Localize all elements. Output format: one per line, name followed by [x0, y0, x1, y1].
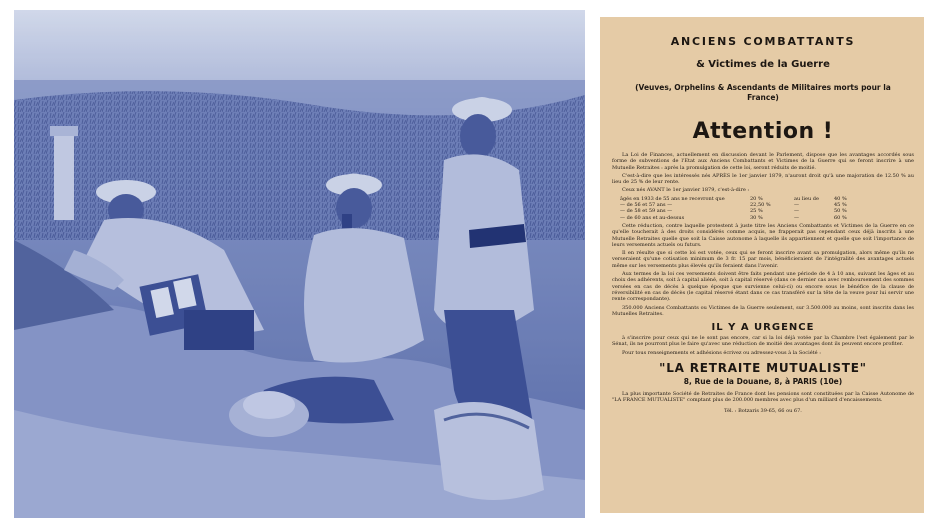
rate-age: — de 58 et 59 ans — [620, 208, 673, 215]
rate-previous: 40 % [834, 195, 847, 202]
rate-value: 20 % [750, 195, 763, 202]
rate-age: — de 60 ans et au-dessus [620, 214, 685, 221]
rates-table [620, 196, 914, 221]
poster-attention-heading: Attention ! [692, 119, 834, 144]
rate-previous: 45 % [834, 202, 847, 209]
telephone: Tél. : Botzaris 39-65, 66 ou 67. [724, 407, 802, 414]
paragraph-contact: Pour tous renseignements et adhésions écrivez ou adressez-vous à la Société : [622, 349, 821, 356]
rate-age: — de 56 et 57 ans — [620, 202, 673, 209]
rate-value: 25 % [750, 208, 763, 215]
rate-instead: — [794, 208, 799, 215]
paragraph-terms: Aux termes de la loi ces versements doivent être faits pendant une période de 4 à 10 ans, suivant les âges et au choix des adhérents, soit à capital aliéné, soit à capital réservé (dans ce dernier cas avec remboursement des sommes versées en cas de décès à quelque époque que survienne celui-ci) ou encore sous le bénéfice de la clause de réversibilité en cas de décès (le capital réservé étant dans ce cas transféré sur la tête de la veuve pour lui servir une rente correspondante). [612, 271, 914, 303]
rates-row [620, 215, 914, 221]
urgency-heading: IL Y A URGENCE [711, 322, 815, 334]
veterans-poster [600, 17, 924, 513]
rate-value: 22,50 % [750, 202, 771, 209]
poster-title: ANCIENS COMBATTANTS [670, 35, 856, 48]
poster-subtitle: & Victimes de la Guerre [696, 59, 830, 70]
paragraph-statistics: 350.000 Anciens Combattants ou Victimes de la Guerre seulement, sur 3.500.000 au moins, sont inscrits dans les Mutuelles Retraites. [612, 304, 914, 317]
trench-photograph [14, 10, 585, 518]
paragraph-register: à s'inscrire pour ceux qui ne le sont pas encore, car si la loi déjà votée par la Chambre l'est également par le Sénat, ils ne pourront plus le faire qu'avec une réduction de moitié des avantages dont ils peuvent encore profiter. [612, 335, 914, 348]
rate-previous: 60 % [834, 214, 847, 221]
paragraph-born-before-1879: Ceux nés AVANT le 1er janvier 1879, c'est-à-dire : [622, 187, 750, 194]
paragraph-society: La plus importante Société de Retraites de France dont les pensions sont constituées par la Caisse Autonome de "LA FRANCE MUTUALISTE" comptant plus de 200.000 membres avec plus d'un milliard d'encaissements. [612, 391, 914, 404]
organization-address: 8, Rue de la Douane, 8, à PARIS (10e) [683, 377, 843, 387]
organization-name: "LA RETRAITE MUTUALISTE" [659, 361, 867, 376]
rate-instead: — [794, 214, 799, 221]
paragraph-finance-law: La Loi de Finances, actuellement en discussion devant le Parlement, dispose que les avantages accordés sous forme de subventions de l'Etat aux Anciens Combattants et Victimes de la Guerre qui se feront inscrire à une Mutuelle Retraites : après la promulgation de cette loi, seront réduits de moitié. [612, 152, 914, 171]
rate-instead: au lieu de [794, 195, 819, 202]
poster-subtitle-beneficiaries: (Veuves, Orphelins & Ascendants de Militaires morts pour la France) [635, 83, 891, 102]
rate-value: 30 % [750, 214, 763, 221]
paragraph-born-after-1879: C'est-à-dire que les intéressés nés APRÈS le 1er janvier 1879, n'auront droit qu'à une majoration de 12.50 % au lieu de 25 % de leur rente. [612, 172, 914, 186]
rate-previous: 50 % [834, 208, 847, 215]
rate-age: âgés en 1933 de 55 ans ne recevront que [620, 195, 725, 202]
soldiers-in-trench-image [14, 10, 585, 518]
paragraph-reduction: Cette réduction, contre laquelle protestent à juste titre les Anciens Combattants et Victimes de la Guerre en ce qu'elle toucherait à des droits considérés comme acquis, ne frapperait pas cependant ceux déjà inscrits à une Mutuelle Retraites quelle que soit la Caisse autonome à laquelle ils appartiennent et quelle que soit l'importance de leurs versements actuels ou futurs. [612, 222, 914, 248]
paragraph-consequence: Il en résulte que si cette loi est votée, ceux qui se feront inscrire avant sa promulgation, alors même qu'ils ne verseraient qu'une cotisation minimum de 3 fr. 15 par mois, bénéficieraient de l'intégralité des avantages actuels même sur les versements plus élevés qu'ils feraient dans l'avenir. [612, 250, 914, 269]
rate-instead: — [794, 202, 799, 209]
